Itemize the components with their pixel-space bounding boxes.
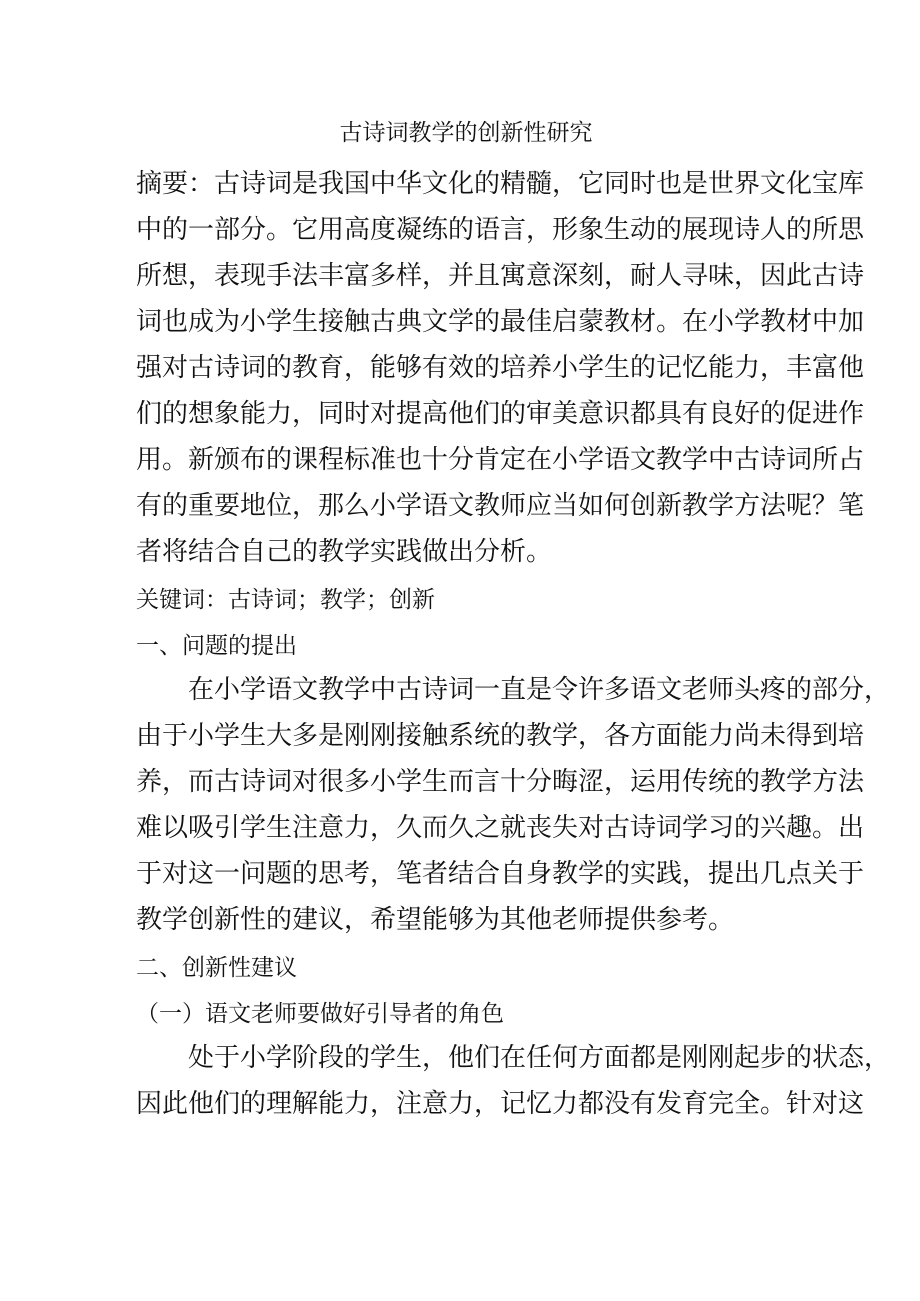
body-line: 于对这一问题的思考，笔者结合自身教学的实践，提出几点关于 [136,859,865,889]
abstract-line: 有的重要地位，那么小学语文教师应当如何创新教学方法呢？笔 [136,491,865,521]
abstract-line: 所想，表现手法丰富多样，并且寓意深刻，耐人寻味，因此古诗 [136,261,865,291]
abstract-line: 者将结合自己的教学实践做出分析。 [136,537,553,567]
section-heading: 一、问题的提出 [136,633,297,659]
body-line: 养，而古诗词对很多小学生而言十分晦涩，运用传统的教学方法 [136,767,865,797]
abstract-line: 摘要：古诗词是我国中华文化的精髓，它同时也是世界文化宝库 [136,169,865,199]
body-line: 由于小学生大多是刚刚接触系统的教学，各方面能力尚未得到培 [136,721,865,751]
abstract-line: 中的一部分。它用高度凝练的语言，形象生动的展现诗人的所思 [136,215,865,245]
body-line: 难以吸引学生注意力，久而久之就丧失对古诗词学习的兴趣。出 [136,813,865,843]
abstract-line: 强对古诗词的教育，能够有效的培养小学生的记忆能力，丰富他 [136,353,865,383]
abstract-line: 词也成为小学生接触古典文学的最佳启蒙教材。在小学教材中加 [136,307,865,337]
body-line: 因此他们的理解能力，注意力，记忆力都没有发育完全。针对这 [136,1089,865,1119]
body-line: 处于小学阶段的学生，他们在任何方面都是刚刚起步的状态， [136,1043,891,1073]
subsection-heading: （一）语文老师要做好引导者的角色 [136,1001,504,1027]
document-title: 古诗词教学的创新性研究 [339,120,593,146]
body-line: 教学创新性的建议，希望能够为其他老师提供参考。 [136,905,735,935]
keywords-line: 关键词：古诗词；教学；创新 [136,587,435,613]
abstract-line: 们的想象能力，同时对提高他们的审美意识都具有良好的促进作 [136,399,865,429]
section-heading: 二、创新性建议 [136,955,297,981]
abstract-line: 用。新颁布的课程标准也十分肯定在小学语文教学中古诗词所占 [136,445,865,475]
body-line: 在小学语文教学中古诗词一直是令许多语文老师头疼的部分， [136,675,891,705]
